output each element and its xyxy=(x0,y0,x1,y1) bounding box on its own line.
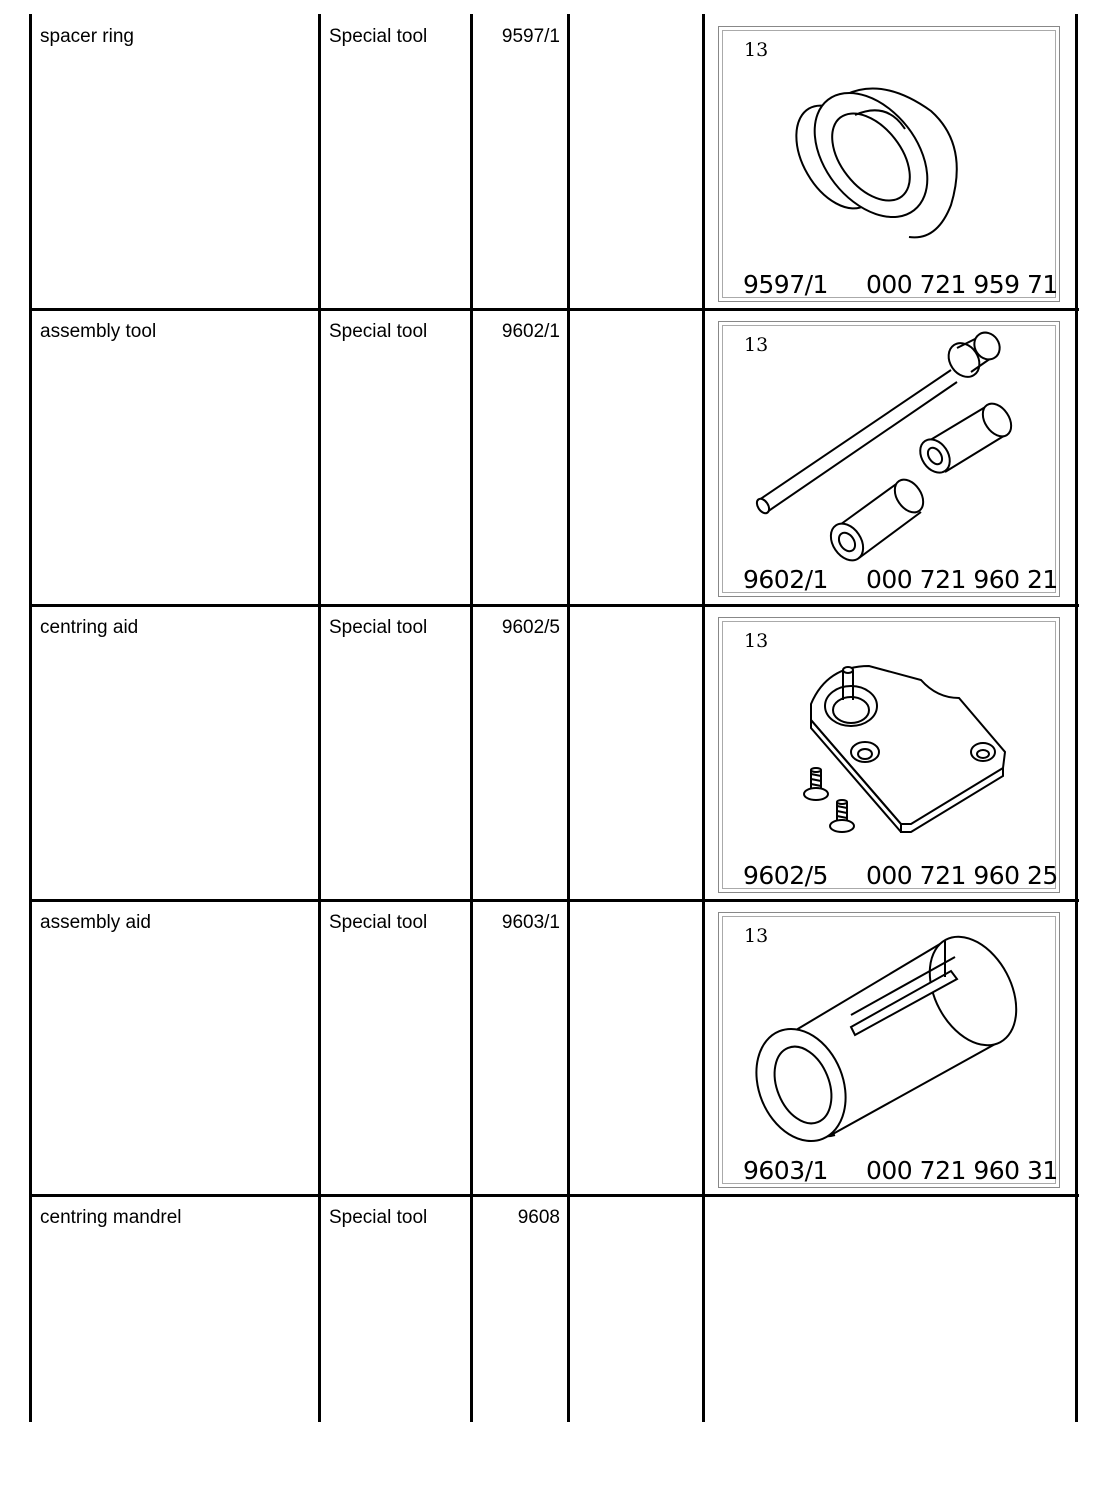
tool-type: Special tool xyxy=(329,617,428,638)
table-row xyxy=(0,309,1113,604)
tool-number: 9602/5 xyxy=(501,617,560,638)
tool-number: 9608 xyxy=(517,1207,560,1228)
table-row xyxy=(0,1195,1113,1490)
tool-name: centring mandrel xyxy=(40,1207,182,1228)
illustration-part-number: 000 721 960 25 xyxy=(866,861,1058,890)
tool-illustration xyxy=(718,321,1060,597)
tool-name: assembly tool xyxy=(40,321,157,342)
tool-illustration xyxy=(718,912,1060,1188)
assembly-aid-drawing xyxy=(719,913,1061,1189)
illustration-group: 13 xyxy=(744,925,769,947)
tool-illustration xyxy=(718,26,1060,302)
illustration-group: 13 xyxy=(744,630,769,652)
table-row xyxy=(0,605,1113,900)
tool-name: centring aid xyxy=(40,617,139,638)
table-row xyxy=(0,900,1113,1195)
centring-aid-drawing xyxy=(719,618,1061,894)
tool-type: Special tool xyxy=(329,912,428,933)
tool-illustration xyxy=(718,617,1060,893)
tool-number: 9597/1 xyxy=(501,26,560,47)
tool-number: 9603/1 xyxy=(501,912,560,933)
assembly-tool-drawing xyxy=(719,322,1061,598)
spacer-ring-drawing xyxy=(719,27,1061,303)
illustration-tool-number: 9602/5 xyxy=(743,861,828,890)
tool-type: Special tool xyxy=(329,1207,428,1228)
illustration-part-number: 000 721 959 71 xyxy=(866,270,1058,299)
tool-name: spacer ring xyxy=(40,26,134,47)
tool-type: Special tool xyxy=(329,321,428,342)
table-row xyxy=(0,14,1113,309)
illustration-tool-number: 9597/1 xyxy=(743,270,828,299)
illustration-group: 13 xyxy=(744,334,769,356)
illustration-group: 13 xyxy=(744,39,769,61)
illustration-tool-number: 9603/1 xyxy=(743,1156,828,1185)
illustration-part-number: 000 721 960 31 xyxy=(866,1156,1058,1185)
tool-name: assembly aid xyxy=(40,912,151,933)
tool-number: 9602/1 xyxy=(501,321,560,342)
illustration-part-number: 000 721 960 21 xyxy=(866,565,1058,594)
tool-type: Special tool xyxy=(329,26,428,47)
illustration-tool-number: 9602/1 xyxy=(743,565,828,594)
